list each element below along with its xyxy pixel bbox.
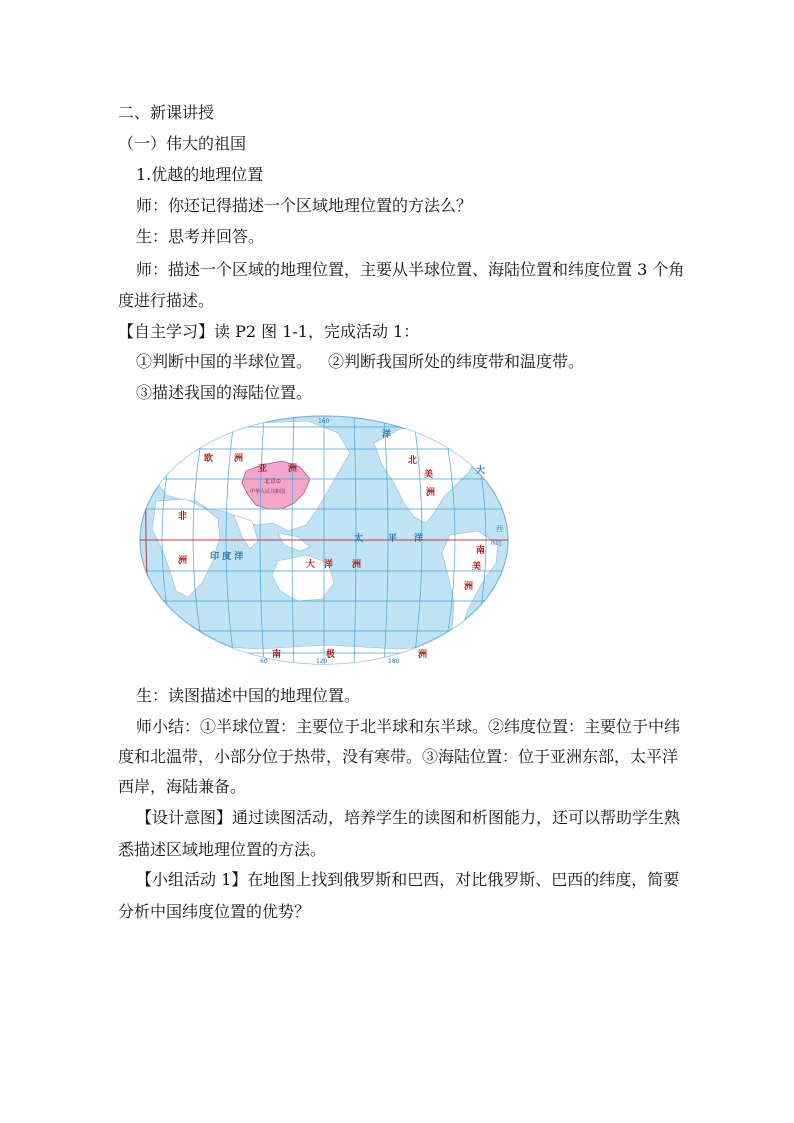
west-label: 西	[496, 525, 503, 533]
task-2: ②判断我国所处的纬度带和温度带。	[328, 352, 585, 371]
east-longitude-label: 东经	[490, 540, 503, 547]
summary-line-1: 师小结：①半球位置：主要位于北半球和东半球。②纬度位置：主要位于中纬	[136, 717, 681, 736]
subsection-heading: （一）伟大的祖国	[118, 134, 247, 153]
task-1: ①判断中国的半球位置。	[136, 352, 313, 371]
label-ya: 亚	[258, 464, 268, 474]
design-intent-line-2: 悉描述区域地理位置的方法。	[118, 840, 327, 859]
task-3: ③描述我国的海陆位置。	[136, 383, 313, 402]
label-zhou-sa: 洲	[464, 582, 474, 592]
label-zhou-eu: 洲	[234, 454, 244, 464]
label-zhou-an: 洲	[418, 650, 428, 660]
label-zhou-na: 洲	[426, 488, 436, 498]
label-zhou-au: 洲	[352, 560, 362, 570]
self-study-instruction: 【自主学习】读 P2 图 1-1，完成活动 1：	[118, 322, 420, 341]
label-ji-an: 极	[326, 650, 336, 660]
topic-heading: 1.优越的地理位置	[136, 165, 264, 184]
label-pacific-n: 洋	[382, 430, 392, 440]
label-bei-na: 北	[408, 456, 418, 466]
label-da-au: 大	[306, 560, 316, 570]
tick-120-bottom: 120	[316, 658, 328, 665]
group-activity-line-1: 【小组活动 1】在地图上找到俄罗斯和巴西，对比俄罗斯、巴西的纬度，简要	[136, 870, 680, 889]
label-indian-ocean: 印 度 洋	[210, 552, 244, 562]
china-label: 中华人民共和国	[250, 489, 286, 495]
tick-160-top: 160	[318, 418, 330, 425]
student-read-map: 生：读图描述中国的地理位置。	[136, 686, 361, 705]
group-activity-line-2: 分析中国纬度位置的优势？	[118, 902, 311, 921]
label-eu: 欧	[204, 454, 214, 464]
label-mei-sa: 美	[472, 562, 482, 572]
label-tai: 太	[354, 534, 364, 544]
label-zhou-as: 洲	[288, 464, 298, 474]
label-mei-na: 美	[424, 470, 434, 480]
label-nan-an: 南	[272, 650, 282, 660]
label-yang-au: 洋	[324, 560, 334, 570]
greenland-landmass	[438, 417, 484, 441]
label-yang-p: 洋	[414, 534, 424, 544]
beijing-label: 北京⊙	[264, 478, 282, 485]
tick-60-bottom: 60	[260, 658, 268, 665]
label-ping: 平	[388, 534, 398, 544]
summary-line-2: 度和北温带，小部分位于热带，没有寒带。③海陆位置：位于亚洲东部，太平洋	[118, 747, 679, 766]
label-fei: 非	[178, 512, 188, 522]
design-intent-line-1: 【设计意图】通过读图活动，培养学生的读图和析图能力，还可以帮助学生熟	[136, 808, 681, 827]
section-heading: 二、新课讲授	[118, 103, 215, 122]
teacher-question: 师：你还记得描述一个区域地理位置的方法么？	[136, 196, 473, 215]
teacher-explanation-line-2: 度进行描述。	[118, 291, 215, 310]
world-map	[138, 413, 510, 667]
tick-180-bottom: 180	[388, 658, 400, 665]
label-arctic-da: 大	[476, 466, 486, 476]
student-answer: 生：思考并回答。	[136, 227, 265, 246]
label-nan-sa: 南	[476, 546, 486, 556]
label-zhou-af: 洲	[178, 556, 188, 566]
world-map-figure	[138, 413, 510, 667]
teacher-explanation-line-1: 师：描述一个区域的地理位置，主要从半球位置、海陆位置和纬度位置 3 个角	[136, 260, 685, 279]
summary-line-3: 西岸，海陆兼备。	[118, 777, 247, 796]
